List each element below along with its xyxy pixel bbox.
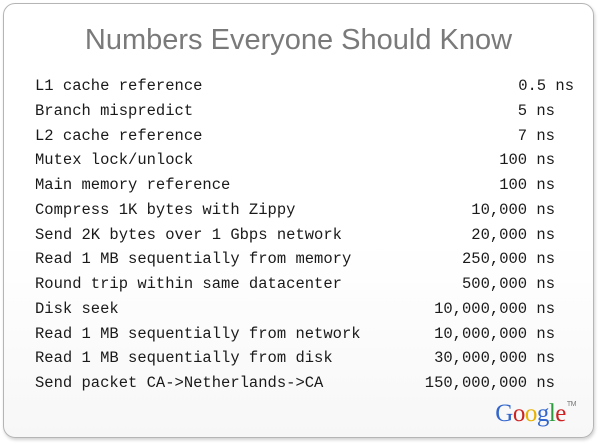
trademark-mark: TM [566, 401, 576, 408]
row-value: 500,000 ns [461, 275, 555, 293]
table-row [35, 148, 555, 173]
table-row [35, 99, 555, 124]
table-row [35, 173, 555, 198]
row-value: 7 ns [517, 126, 555, 145]
table-row [35, 272, 555, 297]
latency-table [35, 74, 574, 396]
logo-letter: g [536, 400, 549, 427]
row-value: 0.5 ns [518, 77, 574, 95]
table-row [35, 346, 555, 371]
row-label: Read 1 MB sequentially from network [35, 324, 361, 343]
row-label: Send 2K bytes over 1 Gbps network [35, 225, 342, 244]
table-row [35, 322, 555, 347]
row-value: 30,000,000 ns [434, 349, 555, 368]
slide-title: Numbers Everyone Should Know [84, 24, 513, 56]
table-row [35, 371, 555, 396]
row-value: 100 ns [499, 176, 555, 194]
row-value: 250,000 ns [461, 250, 555, 269]
row-label: Read 1 MB sequentially from memory [35, 250, 352, 269]
google-logo [495, 401, 576, 426]
logo-letter: G [495, 400, 513, 427]
row-value: 10,000,000 ns [434, 299, 555, 318]
table-row [35, 223, 555, 248]
row-label: Disk seek [35, 299, 119, 318]
table-row [35, 74, 574, 99]
logo-letter: o [524, 400, 537, 427]
row-value: 10,000 ns [471, 200, 555, 219]
row-label: L2 cache reference [35, 126, 203, 145]
logo-letter: o [512, 400, 525, 427]
row-label: Main memory reference [35, 176, 231, 194]
row-label: Read 1 MB sequentially from disk [35, 349, 333, 368]
row-value: 150,000,000 ns [424, 374, 555, 392]
row-value: 5 ns [517, 101, 555, 120]
logo-letter: l [548, 400, 556, 427]
row-value: 20,000 ns [471, 225, 555, 244]
table-row [35, 198, 555, 223]
row-value: 100 ns [499, 151, 555, 170]
table-row [35, 247, 555, 272]
row-label: Round trip within same datacenter [35, 275, 342, 293]
row-label: Mutex lock/unlock [35, 151, 194, 170]
row-label: Send packet CA->Netherlands->CA [35, 374, 324, 392]
row-value: 10,000,000 ns [434, 324, 555, 343]
slide [3, 3, 594, 438]
logo-letter: e [555, 400, 566, 427]
row-label: Compress 1K bytes with Zippy [35, 200, 296, 219]
row-label: Branch mispredict [35, 101, 194, 120]
table-row [35, 297, 555, 322]
row-label: L1 cache reference [35, 77, 203, 95]
table-row [35, 124, 555, 149]
